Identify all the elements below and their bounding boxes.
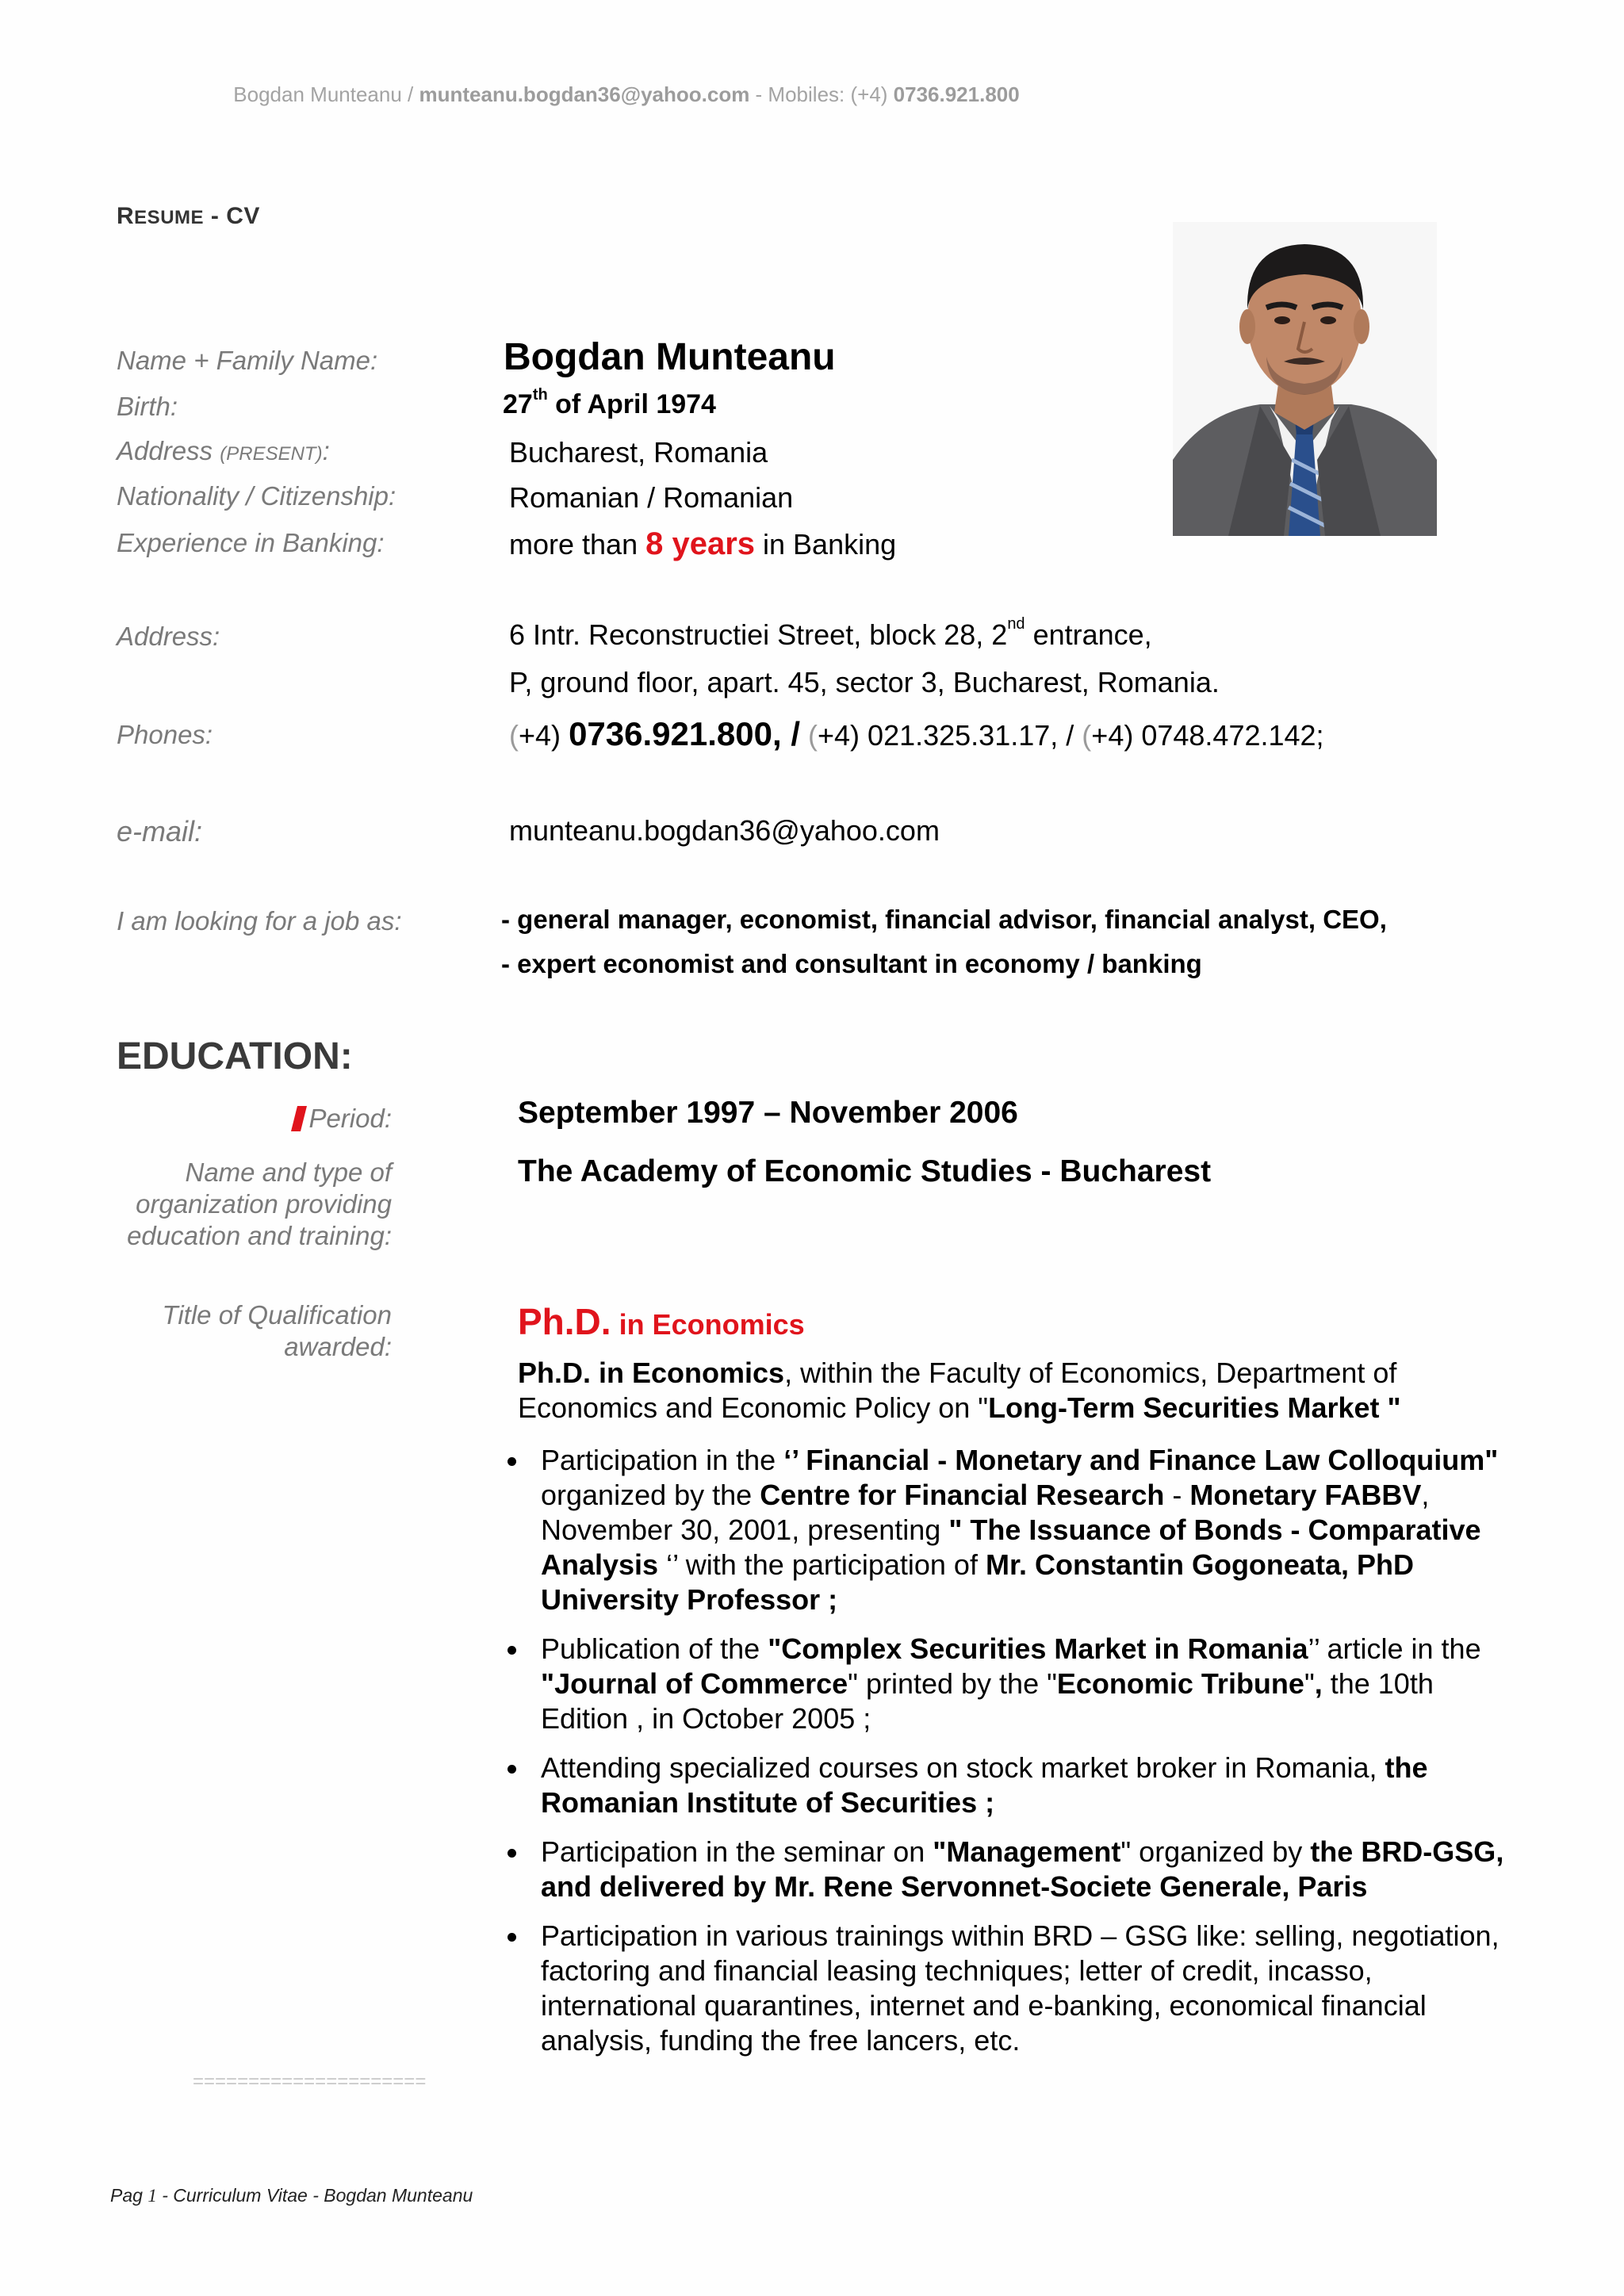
education-heading: EDUCATION: [117,1035,353,1077]
job-label: I am looking for a job as: [117,906,402,936]
address-present-label: Address (PRESENT): [117,436,330,465]
header-mobile: 0736.921.800 [893,82,1020,106]
list-item: Participation in the ‘’ Financial - Monetary and Finance Law Colloquium" organized by the Centre for Financial Research - Monetary FABBV, November 30, 2001, presenting " The Issuance of Bonds - Comparative Analysis ‘’ with the participation of Mr. Constantin Gogoneata, PhD University Professor ; [508,1443,1507,1617]
profile-photo [1173,222,1437,536]
birth-label: Birth: [117,392,178,421]
education-period: September 1997 – November 2006 [518,1096,1018,1130]
list-item: Participation in the seminar on "Management" organized by the BRD-GSG, and delivered by Mr. Rene Servonnet-Societe Generale, Paris [508,1835,1507,1904]
red-slash-marker-icon [291,1106,307,1131]
qualification-description: Ph.D. in Economics, within the Faculty of Economics, Department of Economics and Economic Policy on "Long-Term Securities Market " [518,1357,1401,1424]
page-number: 1 [147,2186,157,2206]
email[interactable]: munteanu.bogdan36@yahoo.com [509,814,940,847]
phone-landline: +4) 021.325.31.17, / [818,719,1074,752]
phones: (+4) 0736.921.800, / (+4) 021.325.31.17, / (+4) 0748.472.142; [509,715,1324,752]
header-name: Bogdan Munteanu [233,82,402,106]
experience-years: 8 years [645,526,756,561]
address-line-1: 6 Intr. Reconstructiei Street, block 28, 2nd entrance, [509,615,1152,651]
page-header: Bogdan Munteanu / munteanu.bogdan36@yahoo.com - Mobiles: (+4) 0736.921.800 [233,82,1020,106]
qualification: Ph.D. in Economics [518,1301,805,1342]
address-label: Address: [117,622,220,651]
header-email[interactable]: munteanu.bogdan36@yahoo.com [419,82,750,106]
email-label: e-mail: [117,815,203,848]
address-line-2: P, ground floor, apart. 45, sector 3, Bucharest, Romania. [509,666,1220,698]
name-label: Name + Family Name: [117,346,378,375]
full-name: Bogdan Munteanu [504,336,836,378]
qualification-label: Title of Qualification awarded: [162,1300,392,1361]
period-label: Period: [106,1103,392,1135]
address-present: Bucharest, Romania [509,436,768,469]
job-line-1: - general manager, economist, financial advisor, financial analyst, CEO, [501,905,1387,934]
nationality-label: Nationality / Citizenship: [117,481,396,511]
experience-label: Experience in Banking: [117,528,385,557]
list-item: Publication of the "Complex Securities Market in Romania’’ article in the "Journal of Commerce" printed by the "Economic Tribune", the 10th Edition , in October 2005 ; [508,1632,1507,1736]
birth-date: 27th of April 1974 [503,386,716,419]
list-item: Participation in various trainings within BRD – GSG like: selling, negotiation, factoring and financial leasing techniques; letter of credit, incasso, international quarantines, internet and e-banking, economical financial analysis, funding the free lancers, etc. [508,1919,1507,2058]
separator-line: ===================== [193,2071,427,2092]
phones-label: Phones: [117,720,213,749]
phone-mobile-secondary: +4) 0748.472.142; [1091,719,1324,752]
page-footer: Pag 1 - Curriculum Vitae - Bogdan Munteanu [110,2185,473,2206]
job-line-2: - expert economist and consultant in economy / banking [501,949,1202,978]
nationality: Romanian / Romanian [509,481,794,514]
document-title: RESUME - CV [117,203,260,229]
education-activities-list [508,1443,1507,2072]
phone-mobile-primary: 0736.921.800, / [569,715,800,752]
education-organization: The Academy of Economic Studies - Bucharest [518,1154,1212,1188]
list-item: Attending specialized courses on stock market broker in Romania, the Romanian Institute of Securities ; [508,1751,1507,1820]
experience: more than 8 years in Banking [509,526,897,561]
organization-label: Name and type of organization providing education and training: [127,1158,392,1250]
